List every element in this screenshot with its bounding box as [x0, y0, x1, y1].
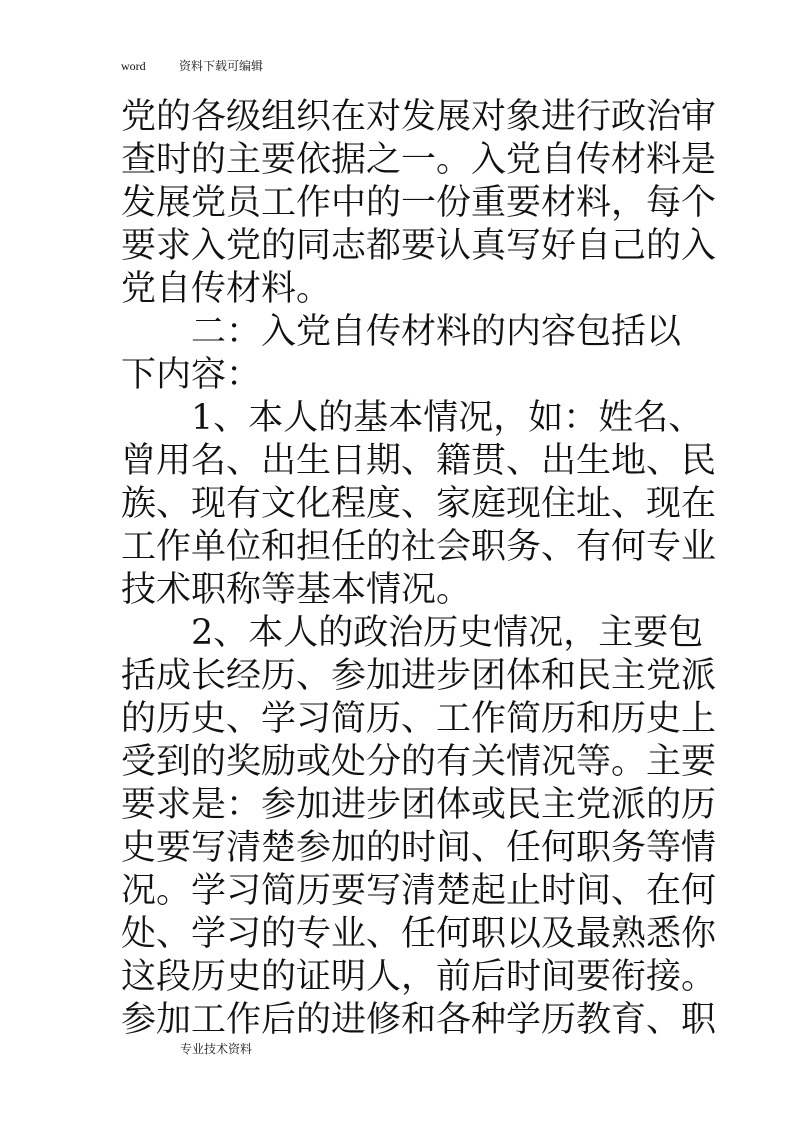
body-line: 受到的奖励或处分的有关情况等。主要 — [121, 742, 717, 782]
section-heading-line: 二：入党自传材料的内容包括以 — [121, 312, 682, 352]
body-line: 要求入党的同志都要认真写好自己的入 — [121, 226, 717, 266]
body-line: 族、现有文化程度、家庭现住址、现在 — [121, 484, 717, 524]
body-line: 工作单位和担任的社会职务、有何专业 — [121, 527, 717, 567]
page-header — [121, 58, 263, 74]
list-item-line: 1、本人的基本情况，如：姓名、 — [121, 398, 704, 438]
body-line: 党的各级组织在对发展对象进行政治审 — [121, 97, 717, 137]
list-item-line: 2、本人的政治历史情况，主要包 — [121, 613, 704, 653]
body-line: 参加工作后的进修和各种学历教育、职 — [121, 1000, 717, 1040]
body-line: 这段历史的证明人，前后时间要衔接。 — [121, 957, 717, 997]
body-line: 要求是：参加进步团体或民主党派的历 — [121, 785, 717, 825]
body-line: 史要写清楚参加的时间、任何职务等情 — [121, 828, 717, 868]
body-line: 曾用名、出生日期、籍贯、出生地、民 — [121, 441, 717, 481]
header-word-label: word — [121, 59, 146, 73]
body-line: 党自传材料。 — [121, 269, 332, 309]
body-line: 查时的主要依据之一。入党自传材料是 — [121, 140, 717, 180]
body-line: 括成长经历、参加进步团体和民主党派 — [121, 656, 717, 696]
page-footer: 专业技术资料 — [180, 1042, 253, 1056]
body-line: 发展党员工作中的一份重要材料，每个 — [121, 183, 717, 223]
body-line: 下内容： — [121, 355, 262, 395]
body-line: 的历史、学习简历、工作简历和历史上 — [121, 699, 717, 739]
document-body — [121, 96, 717, 1042]
body-line: 处、学习的专业、任何职以及最熟悉你 — [121, 914, 717, 954]
body-line: 况。学习简历要写清楚起止时间、在何 — [121, 871, 717, 911]
body-line: 技术职称等基本情况。 — [121, 570, 472, 610]
header-download-note: 资料下载可编辑 — [179, 59, 264, 73]
